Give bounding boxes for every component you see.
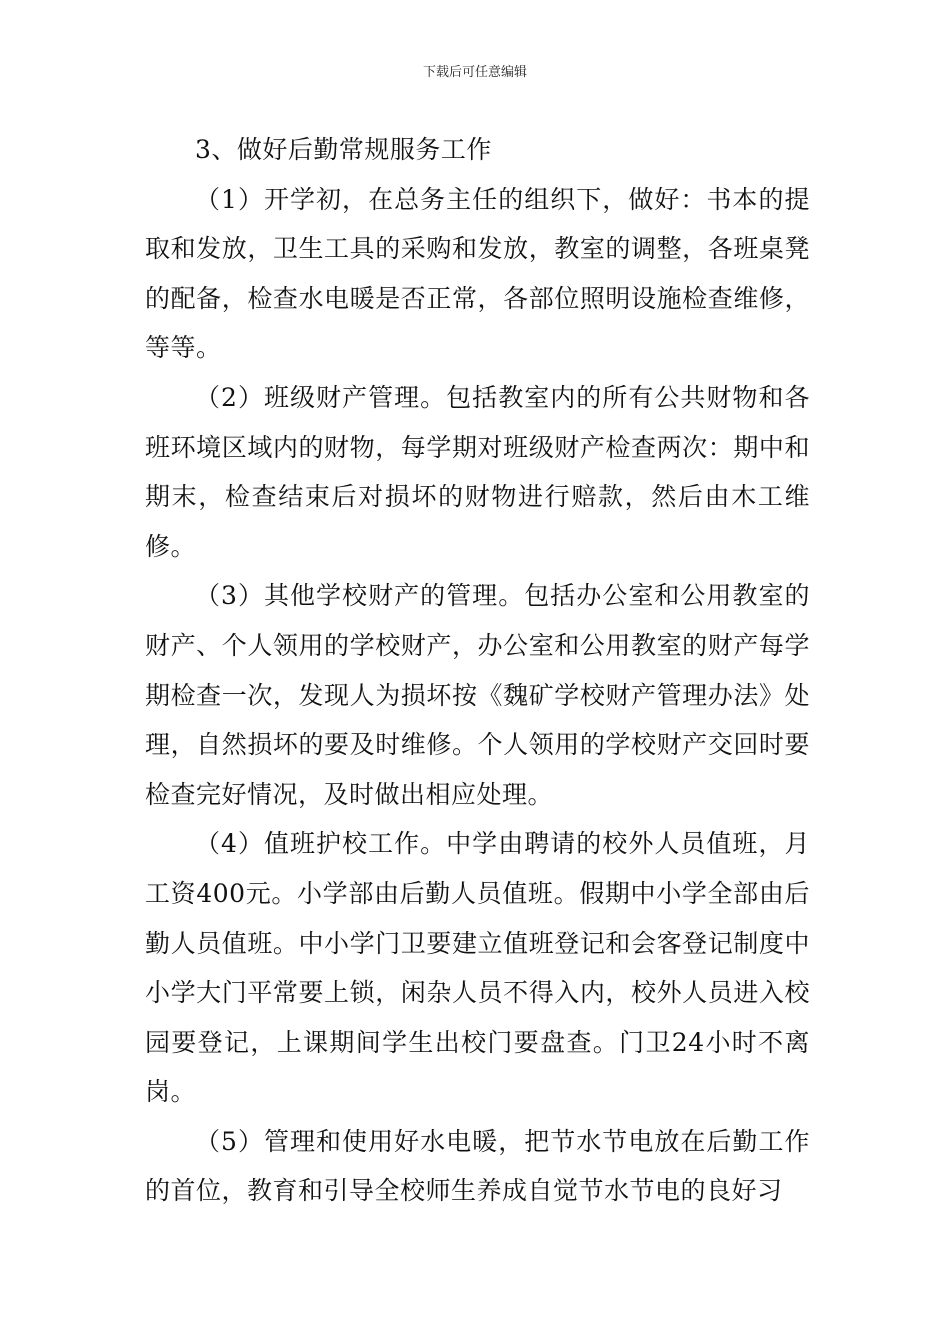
paragraph-5: （5）管理和使用好水电暖，把节水节电放在后勤工作的首位，教育和引导全校师生养成自觉节水节电的良好习 [145,1126,810,1206]
paragraph-4: （4）值班护校工作。中学由聘请的校外人员值班，月工资400元。小学部由后勤人员值班。假期中小学全部由后勤人员值班。中小学门卫要建立值班登记和会客登记制度中小学大门平常要上锁，闲杂人员不得入内，校外人员进入校园要登记，上课期间学生出校门要盘查。门卫24小时不离岗。 [145,829,810,1107]
document-body [145,125,810,1216]
paragraph-3: （3）其他学校财产的管理。包括办公室和公用教室的财产、个人领用的学校财产，办公室和公用教室的财产每学期检查一次，发现人为损坏按《魏矿学校财产管理办法》处理，自然损坏的要及时维修。个人领用的学校财产交回时要检查完好情况，及时做出相应处理。 [145,581,810,809]
page-header-note: 下载后可任意编辑 [422,65,527,80]
paragraph-2: （2）班级财产管理。包括教室内的所有公共财物和各班环境区域内的财物，每学期对班级财产检查两次：期中和期末，检查结束后对损坏的财物进行赔款，然后由木工维修。 [145,382,810,561]
section-heading: 3、做好后勤常规服务工作 [195,135,492,164]
paragraph-1: （1）开学初，在总务主任的组织下，做好：书本的提取和发放，卫生工具的采购和发放，教室的调整，各班桌凳的配备，检查水电暖是否正常，各部位照明设施检查维修，等等。 [145,184,810,363]
